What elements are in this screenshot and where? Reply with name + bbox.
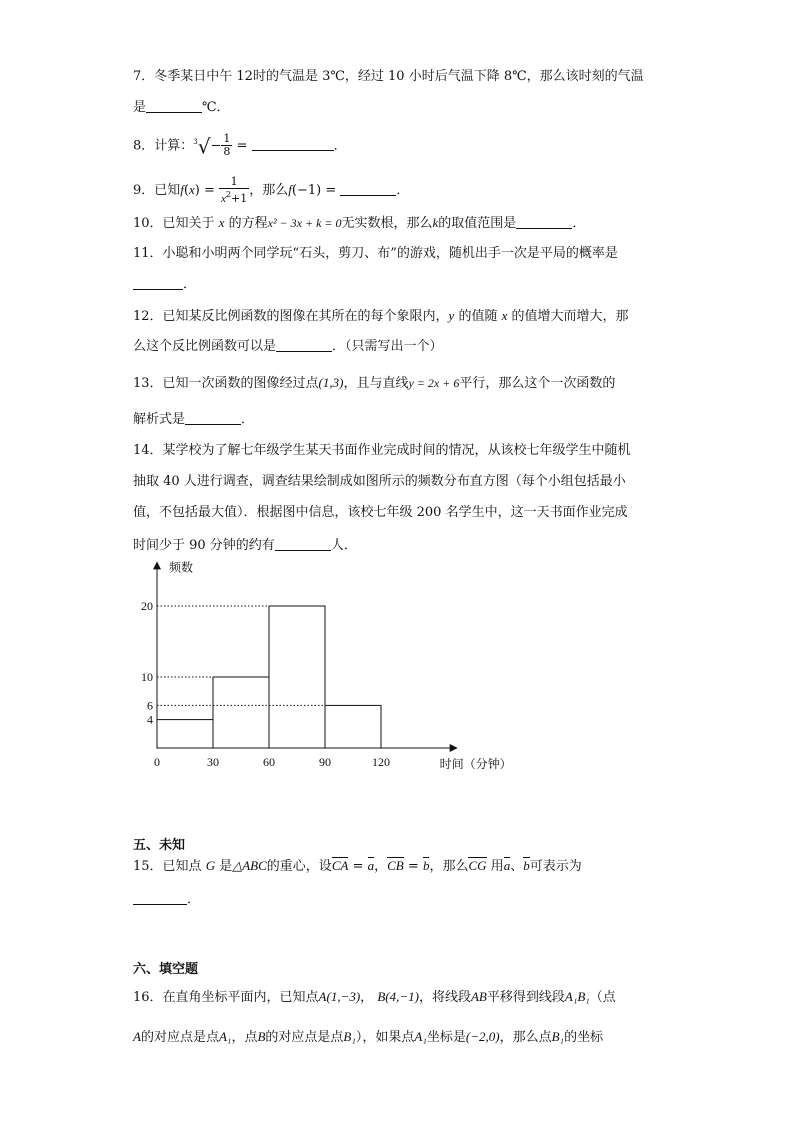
q13-text: 解析式是 bbox=[133, 412, 186, 427]
point: (1,3) bbox=[318, 375, 344, 390]
coordinate: (−2,0) bbox=[465, 1029, 500, 1044]
func-f: f bbox=[288, 182, 292, 197]
question-14-line3: 值，不包括最大值）．根据图中信息，该校七年级 200 名学生中，这一天书面作业完成 bbox=[133, 505, 628, 520]
answer-blank[interactable] bbox=[516, 216, 572, 229]
q9-end: ． bbox=[396, 183, 410, 198]
question-14-line4 bbox=[133, 537, 357, 555]
answer-blank[interactable] bbox=[276, 339, 332, 352]
q16-text: ， bbox=[360, 990, 374, 1005]
y-tick-label: 4 bbox=[147, 712, 153, 727]
den-plus: +1 bbox=[231, 192, 248, 205]
line-equation: y = 2x + 6 bbox=[408, 376, 460, 390]
q15-text: ，那么 bbox=[429, 859, 469, 874]
q13-text: 13．已知一次函数的图像经过点 bbox=[133, 376, 319, 391]
q10-mid1: 的方程 bbox=[228, 216, 268, 231]
question-13-line2 bbox=[133, 411, 254, 429]
question-7-line1: 7．冬季某日中午 12时的气温是 3℃，经过 10 小时后气温下降 8℃，那么该时刻的气温 bbox=[133, 69, 644, 84]
equation: x² − 3x + k = 0 bbox=[267, 216, 342, 230]
q11-end: ． bbox=[183, 277, 197, 292]
q15-text: 可表示为 bbox=[529, 859, 582, 874]
q16-text: 的对应点是点 bbox=[265, 1030, 344, 1045]
bars bbox=[157, 606, 381, 748]
q10-end: ． bbox=[572, 216, 586, 231]
point-b: B(4,−1) bbox=[377, 989, 419, 1004]
denominator: $x^2+1$ bbox=[221, 190, 248, 205]
q15-text: 、 bbox=[510, 859, 524, 874]
point-a: A bbox=[133, 1029, 141, 1044]
vector-a: a bbox=[503, 858, 511, 873]
point-b1: B₁ bbox=[343, 1029, 356, 1044]
q15-text: 15．已知点 bbox=[133, 859, 202, 874]
y-tick-label: 20 bbox=[141, 599, 153, 613]
fraction bbox=[219, 176, 249, 205]
var-x: x bbox=[218, 215, 225, 230]
question-16-line1 bbox=[133, 988, 616, 1007]
var-y: y bbox=[448, 308, 455, 323]
q15-text: 用 bbox=[490, 859, 504, 874]
guide-lines bbox=[157, 606, 325, 705]
point-g: G bbox=[205, 858, 216, 873]
q16-text: 坐标是 bbox=[426, 1030, 466, 1045]
x-tick-label: 60 bbox=[263, 755, 275, 769]
denominator: 8 bbox=[223, 145, 231, 159]
q15-text: 是 bbox=[219, 859, 233, 874]
question-11-line1: 11．小聪和小明两个同学玩“石头，剪刀、布”的游戏，随机出手一次是平局的概率是 bbox=[133, 246, 618, 261]
y-tick-label: 10 bbox=[141, 670, 153, 684]
var-x: x bbox=[501, 308, 508, 323]
point-a1: A₁ bbox=[414, 1029, 427, 1044]
q12-text: 12．已知某反比例函数的图像在其所在的每个象限内， bbox=[133, 309, 449, 324]
q16-text: ，将线段 bbox=[418, 990, 471, 1005]
q13-text: ，且与直线 bbox=[343, 376, 409, 391]
q12-text: 的值随 bbox=[458, 309, 498, 324]
q12-text: ．（只需写出一个） bbox=[332, 339, 443, 354]
x-axis-label: 时间（分钟） bbox=[439, 757, 512, 771]
answer-blank[interactable] bbox=[252, 138, 334, 151]
frequency-histogram bbox=[130, 560, 512, 780]
q14-text: 时间少于 90 分钟的约有 bbox=[133, 538, 275, 553]
segment-a1b1: A₁B₁ bbox=[564, 989, 590, 1004]
triangle: △ABC bbox=[232, 858, 267, 873]
question-12-line1 bbox=[133, 307, 629, 326]
q15-text: 的重心，设 bbox=[266, 859, 332, 874]
q8-prefix: 8．计算： bbox=[133, 138, 194, 154]
question-15-line2 bbox=[133, 891, 200, 909]
histogram-bar bbox=[325, 705, 381, 748]
question-15 bbox=[133, 857, 582, 876]
func-f: f bbox=[180, 182, 184, 197]
x-tick-label: 30 bbox=[207, 755, 219, 769]
question-13-line1 bbox=[133, 374, 615, 393]
point-b1: B₁ bbox=[551, 1029, 565, 1044]
q7-text: 是 bbox=[133, 100, 147, 115]
question-16-line2 bbox=[133, 1028, 603, 1047]
q16-text: 的对应点是点 bbox=[140, 1030, 219, 1045]
point-a: A(1,−3) bbox=[318, 989, 361, 1004]
q16-text: ，那么点 bbox=[499, 1030, 552, 1045]
equals: = bbox=[352, 859, 364, 874]
q10-mid3: 的取值范围是 bbox=[438, 216, 517, 231]
q8-end: ． bbox=[333, 138, 347, 154]
numerator: 1 bbox=[223, 132, 231, 146]
q12-text: 么这个反比例函数可以是 bbox=[133, 339, 277, 354]
section-5-title: 五、未知 bbox=[133, 838, 186, 853]
q9-mid: ，那么 bbox=[249, 183, 289, 198]
answer-blank[interactable] bbox=[146, 100, 202, 113]
equals: = bbox=[407, 859, 419, 874]
question-7-line2 bbox=[133, 99, 230, 117]
den-x: x bbox=[221, 193, 226, 205]
x-tick-label: 0 bbox=[154, 755, 160, 769]
q9-prefix: 9．已知 bbox=[133, 183, 181, 198]
answer-blank[interactable] bbox=[275, 538, 331, 551]
q12-text: 的值增大而增大，那 bbox=[511, 309, 629, 324]
answer-blank[interactable] bbox=[340, 183, 396, 196]
numerator: 1 bbox=[219, 176, 249, 189]
answer-blank[interactable] bbox=[133, 892, 187, 905]
q16-text: ，点 bbox=[231, 1030, 258, 1045]
fraction bbox=[221, 133, 232, 158]
equals: = bbox=[203, 183, 215, 198]
question-9: 9．已知f(x) = $\frac{1}{x^2+1}$ ，那么f(−1) = ． bbox=[133, 175, 410, 205]
q9-arg: (−1) = bbox=[291, 183, 337, 198]
q15-text: ， bbox=[374, 859, 388, 874]
q15-end: ． bbox=[187, 892, 201, 907]
question-8 bbox=[133, 133, 347, 158]
vector-cg: CG bbox=[468, 858, 487, 873]
question-14-line1: 14．某学校为了解七年级学生某天书面作业完成时间的情况，从该校七年级学生中随机 bbox=[133, 443, 631, 458]
q13-text: 平行，那么这个一次函数的 bbox=[459, 376, 616, 391]
x-tick-label: 90 bbox=[319, 755, 331, 769]
q16-text: 平移得到线段 bbox=[486, 990, 565, 1005]
x-tick-labels bbox=[154, 755, 390, 769]
equals: = bbox=[236, 138, 248, 154]
vector-cb: CB bbox=[387, 858, 404, 873]
question-14-line2: 抽取 40 人进行调查，调查结果绘制成如图所示的频数分布直方图（每个小组包括最小 bbox=[133, 474, 626, 489]
q13-text: ． bbox=[241, 412, 255, 427]
point-b: B bbox=[257, 1029, 266, 1044]
question-11-line2 bbox=[133, 276, 196, 294]
point-a1: A₁ bbox=[218, 1029, 232, 1044]
answer-blank[interactable] bbox=[133, 277, 183, 290]
q7-unit: ℃． bbox=[202, 100, 230, 115]
histogram-bar bbox=[213, 677, 269, 748]
q16-text: （点 bbox=[589, 990, 616, 1005]
q14-text: 人． bbox=[330, 538, 357, 553]
histogram-bar bbox=[157, 720, 213, 748]
vector-b: b bbox=[422, 858, 430, 873]
radical-sign-icon: √ bbox=[197, 134, 211, 159]
y-tick-labels bbox=[141, 599, 153, 727]
vector-ca: CA bbox=[331, 858, 349, 873]
segment-ab: AB bbox=[470, 989, 487, 1004]
question-12-line2 bbox=[133, 338, 443, 356]
question-10 bbox=[133, 214, 585, 233]
vector-b: b bbox=[523, 858, 530, 873]
vector-a: a bbox=[367, 858, 375, 873]
var-x: x bbox=[188, 182, 195, 197]
x-tick-label: 120 bbox=[372, 755, 390, 769]
var-k: k bbox=[432, 215, 439, 230]
q8-minus: − bbox=[210, 138, 222, 154]
y-tick-label: 6 bbox=[147, 698, 153, 713]
q16-text: 16．在直角坐标平面内，已知点 bbox=[133, 990, 319, 1005]
q16-text: 的坐标 bbox=[564, 1030, 604, 1045]
section-6-title: 六、填空题 bbox=[133, 962, 199, 977]
q10-prefix: 10．已知关于 bbox=[133, 216, 215, 231]
answer-blank[interactable] bbox=[185, 412, 241, 425]
histogram-bar bbox=[269, 606, 325, 748]
q16-text: ），如果点 bbox=[355, 1030, 415, 1045]
y-axis-label: 频数 bbox=[169, 560, 194, 575]
q10-mid2: 无实数根，那么 bbox=[341, 216, 433, 231]
root-index: 3 bbox=[193, 138, 198, 146]
